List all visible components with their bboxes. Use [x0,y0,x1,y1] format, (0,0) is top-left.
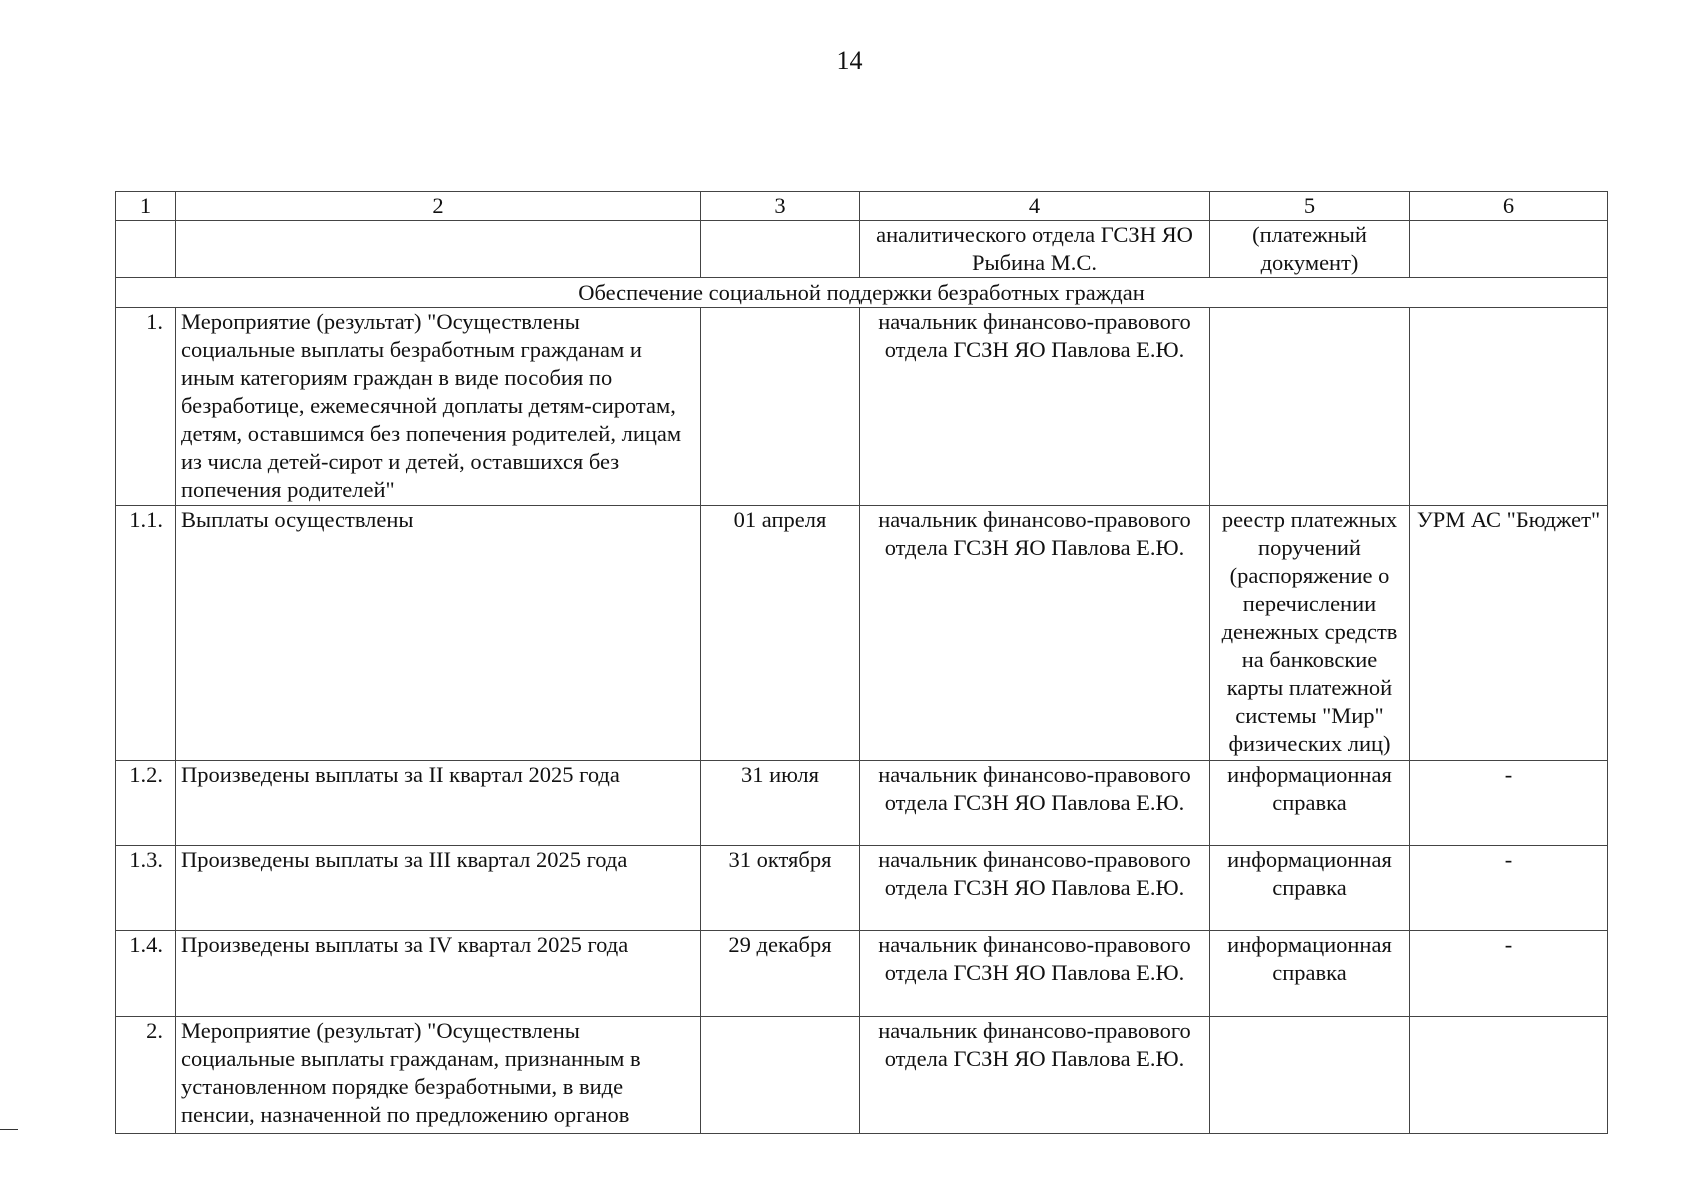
row-number: 2. [116,1017,176,1134]
system-cell: УРМ АС "Бюджет" [1410,506,1608,761]
document-cell [1210,308,1410,506]
responsible-cell: начальник финансово-правового отдела ГСЗН ЯО Павлова Е.Ю. [860,308,1210,506]
table-row [116,308,1608,506]
column-number: 1 [116,192,176,221]
document-cell: информационная справка [1210,931,1410,1017]
due-date: 01 апреля [701,506,860,761]
system-cell: - [1410,846,1608,931]
due-date [701,1017,860,1134]
measure-description: Произведены выплаты за III квартал 2025 года [176,846,701,931]
column-number-row [116,192,1608,221]
table-cell [116,221,176,278]
responsible-cell: начальник финансово-правового отдела ГСЗН ЯО Павлова Е.Ю. [860,1017,1210,1134]
row-number: 1. [116,308,176,506]
column-number: 5 [1210,192,1410,221]
column-number: 2 [176,192,701,221]
system-cell [1410,1017,1608,1134]
measure-description: Мероприятие (результат) "Осуществлены социальные выплаты безработным гражданам и иным категориям граждан в виде пособия по безработице, ежемесячной доплаты детям-сиротам, детям, оставшимся без попечения родителей, лицам из числа детей-сирот и детей, оставшихся без попечения родителей" [176,308,701,506]
system-cell: - [1410,761,1608,846]
plan-table [115,191,1608,1134]
document-cell: информационная справка [1210,761,1410,846]
responsible-cell: начальник финансово-правового отдела ГСЗН ЯО Павлова Е.Ю. [860,506,1210,761]
continuation-row [116,221,1608,278]
measure-description-text: Мероприятие (результат) "Осуществлены социальные выплаты гражданам, признанным в установленном порядке безработными, в виде пенсии, назначенной по предложению органов [181,1018,641,1127]
document-cell: информационная справка [1210,846,1410,931]
due-date [701,308,860,506]
column-number: 3 [701,192,860,221]
document-cell [1210,1017,1410,1134]
table-row [116,1017,1608,1134]
responsible-cell: аналитического отдела ГСЗН ЯО Рыбина М.С. [860,221,1210,278]
system-cell [1410,308,1608,506]
row-number: 1.3. [116,846,176,931]
table-cell [1410,221,1608,278]
measure-description: Выплаты осуществлены [176,506,701,761]
due-date: 29 декабря [701,931,860,1017]
table-cell [176,221,701,278]
margin-mark [0,1129,18,1130]
due-date: 31 июля [701,761,860,846]
system-cell: - [1410,931,1608,1017]
row-number: 1.2. [116,761,176,846]
document-cell: реестр платежных поручений (распоряжение о перечислении денежных средств на банковские карты платежной системы "Мир" физических лиц) [1210,506,1410,761]
responsible-cell: начальник финансово-правового отдела ГСЗН ЯО Павлова Е.Ю. [860,761,1210,846]
measure-description: Произведены выплаты за IV квартал 2025 года [176,931,701,1017]
column-number: 4 [860,192,1210,221]
responsible-cell: начальник финансово-правового отдела ГСЗН ЯО Павлова Е.Ю. [860,931,1210,1017]
row-number: 1.4. [116,931,176,1017]
table-cell [701,221,860,278]
column-number: 6 [1410,192,1608,221]
page-number: 14 [836,46,863,75]
measure-description [176,1017,701,1134]
section-title: Обеспечение социальной поддержки безработных граждан [116,278,1608,308]
due-date: 31 октября [701,846,860,931]
row-number: 1.1. [116,506,176,761]
table-row [116,931,1608,1017]
document-cell: (платежный документ) [1210,221,1410,278]
responsible-cell: начальник финансово-правового отдела ГСЗН ЯО Павлова Е.Ю. [860,846,1210,931]
table-row [116,506,1608,761]
measure-description: Произведены выплаты за II квартал 2025 года [176,761,701,846]
section-row [116,278,1608,308]
table-row [116,761,1608,846]
table-row [116,846,1608,931]
